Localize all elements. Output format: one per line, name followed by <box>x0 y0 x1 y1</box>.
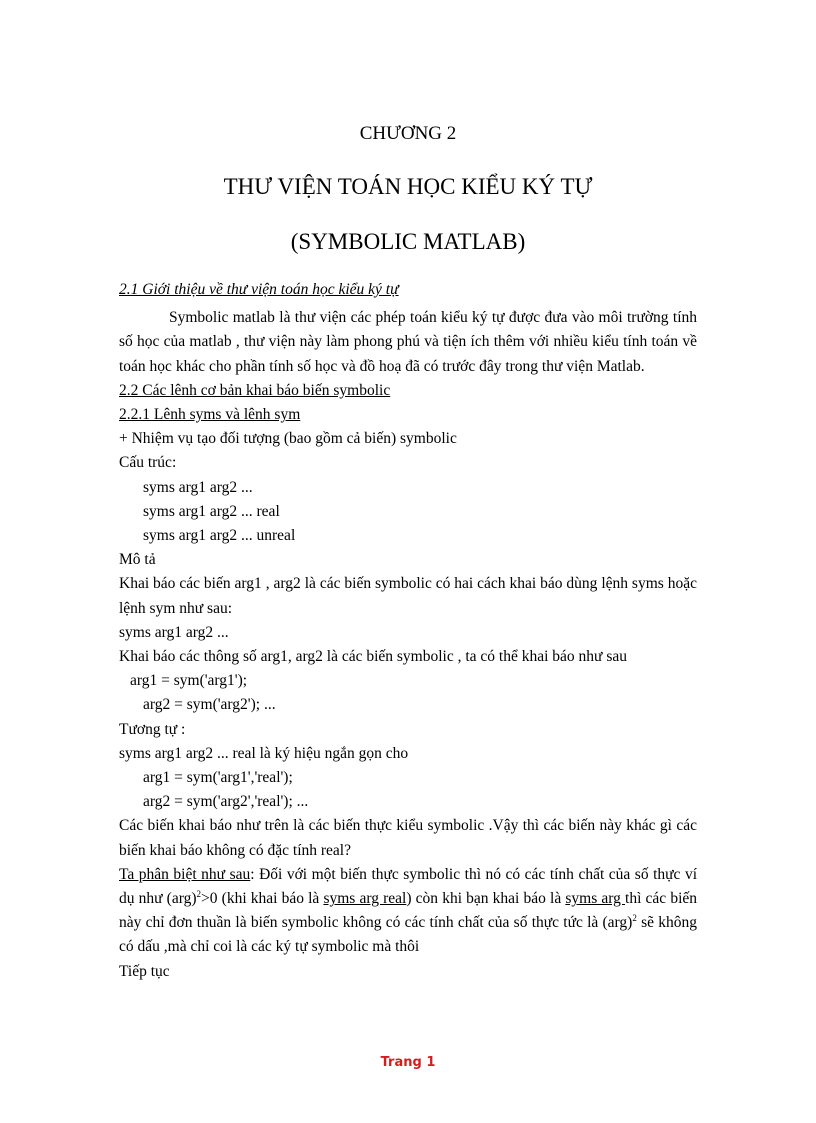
text-run: sẽ không có dấu ,mà chỉ coi là các ký tự symbolic mà thôi <box>119 914 697 956</box>
description-paragraph: Khai báo các thông số arg1, arg2 là các biến symbolic , ta có thể khai báo như sau <box>119 648 627 666</box>
description-paragraph: syms arg1 arg2 ... real là ký hiệu ngắn gọn cho <box>119 744 409 762</box>
chapter-number: CHƯƠNG 2 <box>359 123 457 144</box>
section-2-2-1-heading: 2.2.1 Lênh syms và lênh sym <box>119 406 301 424</box>
section-2-1-heading: 2.1 Giới thiệu về thư viện toán học kiểu ký tự <box>119 281 399 298</box>
continue-label: Tiếp tục <box>119 962 170 980</box>
structure-line: syms arg1 arg2 ... <box>143 478 253 496</box>
superscript: 2 <box>196 889 202 900</box>
text-run: : Đối với một biến thực symbolic thì nó có các tính chất của số thực ví dụ như (arg) <box>119 865 697 908</box>
code-line: arg2 = sym('arg2'); ... <box>143 696 276 714</box>
description-paragraph: Khai báo các biến arg1 , arg2 là các biến symbolic có hai cách khai báo dùng lệnh syms hoặc lệnh sym như sau: <box>119 575 697 617</box>
distinguish-paragraph <box>119 863 697 960</box>
section-2-2-heading: 2.2 Các lênh cơ bản khai báo biến symbolic <box>119 381 391 399</box>
code-line: arg1 = sym('arg1'); <box>130 672 248 690</box>
chapter-subtitle: (SYMBOLIC MATLAB) <box>290 229 526 254</box>
similar-label: Tương tự : <box>119 720 186 738</box>
structure-label: Cấu trúc: <box>119 454 177 472</box>
distinguish-label: Ta phân biệt như sau <box>119 865 251 883</box>
description-paragraph: Các biến khai báo như trên là các biến thực kiểu symbolic .Vậy thì các biến này khác gì các biến khai báo không có đặc tính real? <box>119 817 697 859</box>
page-footer: Trang 1 <box>380 1055 436 1070</box>
underlined-code: syms arg real <box>323 890 407 908</box>
text-run: >0 (khi khai báo là <box>201 890 324 908</box>
underlined-code: syms arg <box>565 890 626 908</box>
text-run: thì các biến này chỉ đơn thuần là biến symbolic không có các tính chất của số thực tức là (arg) <box>119 890 698 932</box>
task-line: + Nhiệm vụ tạo đối tượng (bao gồm cả biến) symbolic <box>119 430 457 448</box>
code-line: arg1 = sym('arg1','real'); <box>143 769 293 787</box>
text-run: ) còn khi bạn khai báo là <box>406 890 566 908</box>
code-line: arg2 = sym('arg2','real'); ... <box>143 793 309 811</box>
structure-line: syms arg1 arg2 ... real <box>143 502 280 520</box>
superscript: 2 <box>632 913 637 924</box>
code-line: syms arg1 arg2 ... <box>119 623 229 641</box>
structure-line: syms arg1 arg2 ... unreal <box>143 527 296 545</box>
description-label: Mô tả <box>119 551 156 569</box>
section-2-1-paragraph: Symbolic matlab là thư viện các phép toán kiểu ký tự được đưa vào môi trường tính số học của matlab , thư viện này làm phong phú và tiện ích thêm với nhiều kiểu tính toán về toán học khác cho phần tính số học và đồ hoạ đã có trước đây trong thư viện Matlab. <box>119 309 697 375</box>
document-body <box>119 278 697 984</box>
chapter-title: THƯ VIỆN TOÁN HỌC KIỂU KÝ TỰ <box>223 174 593 199</box>
